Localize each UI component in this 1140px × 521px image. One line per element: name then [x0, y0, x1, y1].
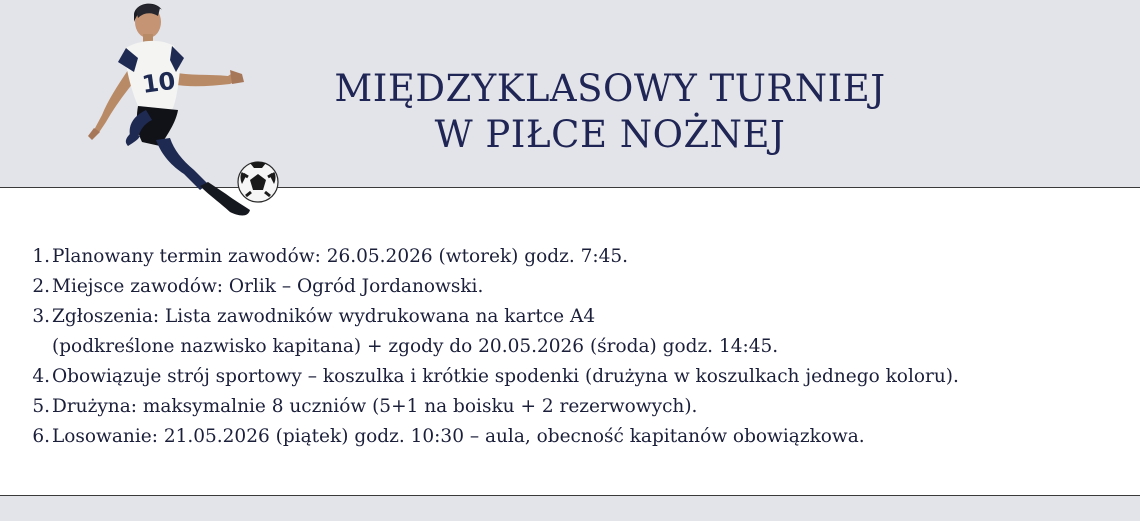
jersey-number: 10 — [140, 66, 178, 99]
list-item-text: Obowiązuje strój sportowy – koszulka i krótkie spodenki (drużyna w koszulkach jednego koloru). — [52, 366, 959, 387]
list-item-text: Losowanie: 21.05.2026 (piątek) godz. 10:30 – aula, obecność kapitanów obowiązkowa. — [52, 426, 865, 447]
list-item — [30, 272, 1110, 302]
list-item-text: Zgłoszenia: Lista zawodników wydrukowana na kartce A4 — [52, 306, 596, 327]
title-line-1: MIĘDZYKLASOWY TURNIEJ — [334, 67, 886, 110]
list-item-text: Miejsce zawodów: Orlik – Ogród Jordanowski. — [52, 276, 484, 297]
page-title — [230, 66, 990, 158]
list-item-number: 5. — [32, 396, 50, 417]
list-item-text: Drużyna: maksymalnie 8 uczniów (5+1 na boisku + 2 rezerwowych). — [52, 396, 698, 417]
footer-bar — [0, 495, 1140, 521]
list-item — [30, 392, 1110, 422]
list-item-number: 6. — [32, 426, 50, 447]
title-line-2: W PIŁCE NOŻNEJ — [434, 113, 786, 156]
list-item-text: Planowany termin zawodów: 26.05.2026 (wtorek) godz. 7:45. — [52, 246, 629, 267]
list-item-number: 3. — [32, 306, 50, 327]
list-item-continuation: (podkreślone nazwisko kapitana) + zgody do 20.05.2026 (środa) godz. 14:45. — [52, 336, 779, 357]
list-item-number: 1. — [32, 246, 50, 267]
list-item — [30, 422, 1110, 452]
list-item — [30, 242, 1110, 272]
list-item — [30, 302, 1110, 362]
rules-list — [30, 242, 1110, 452]
list-item — [30, 362, 1110, 392]
header-banner — [0, 0, 1140, 188]
list-item-number: 2. — [32, 276, 50, 297]
list-item-number: 4. — [32, 366, 50, 387]
